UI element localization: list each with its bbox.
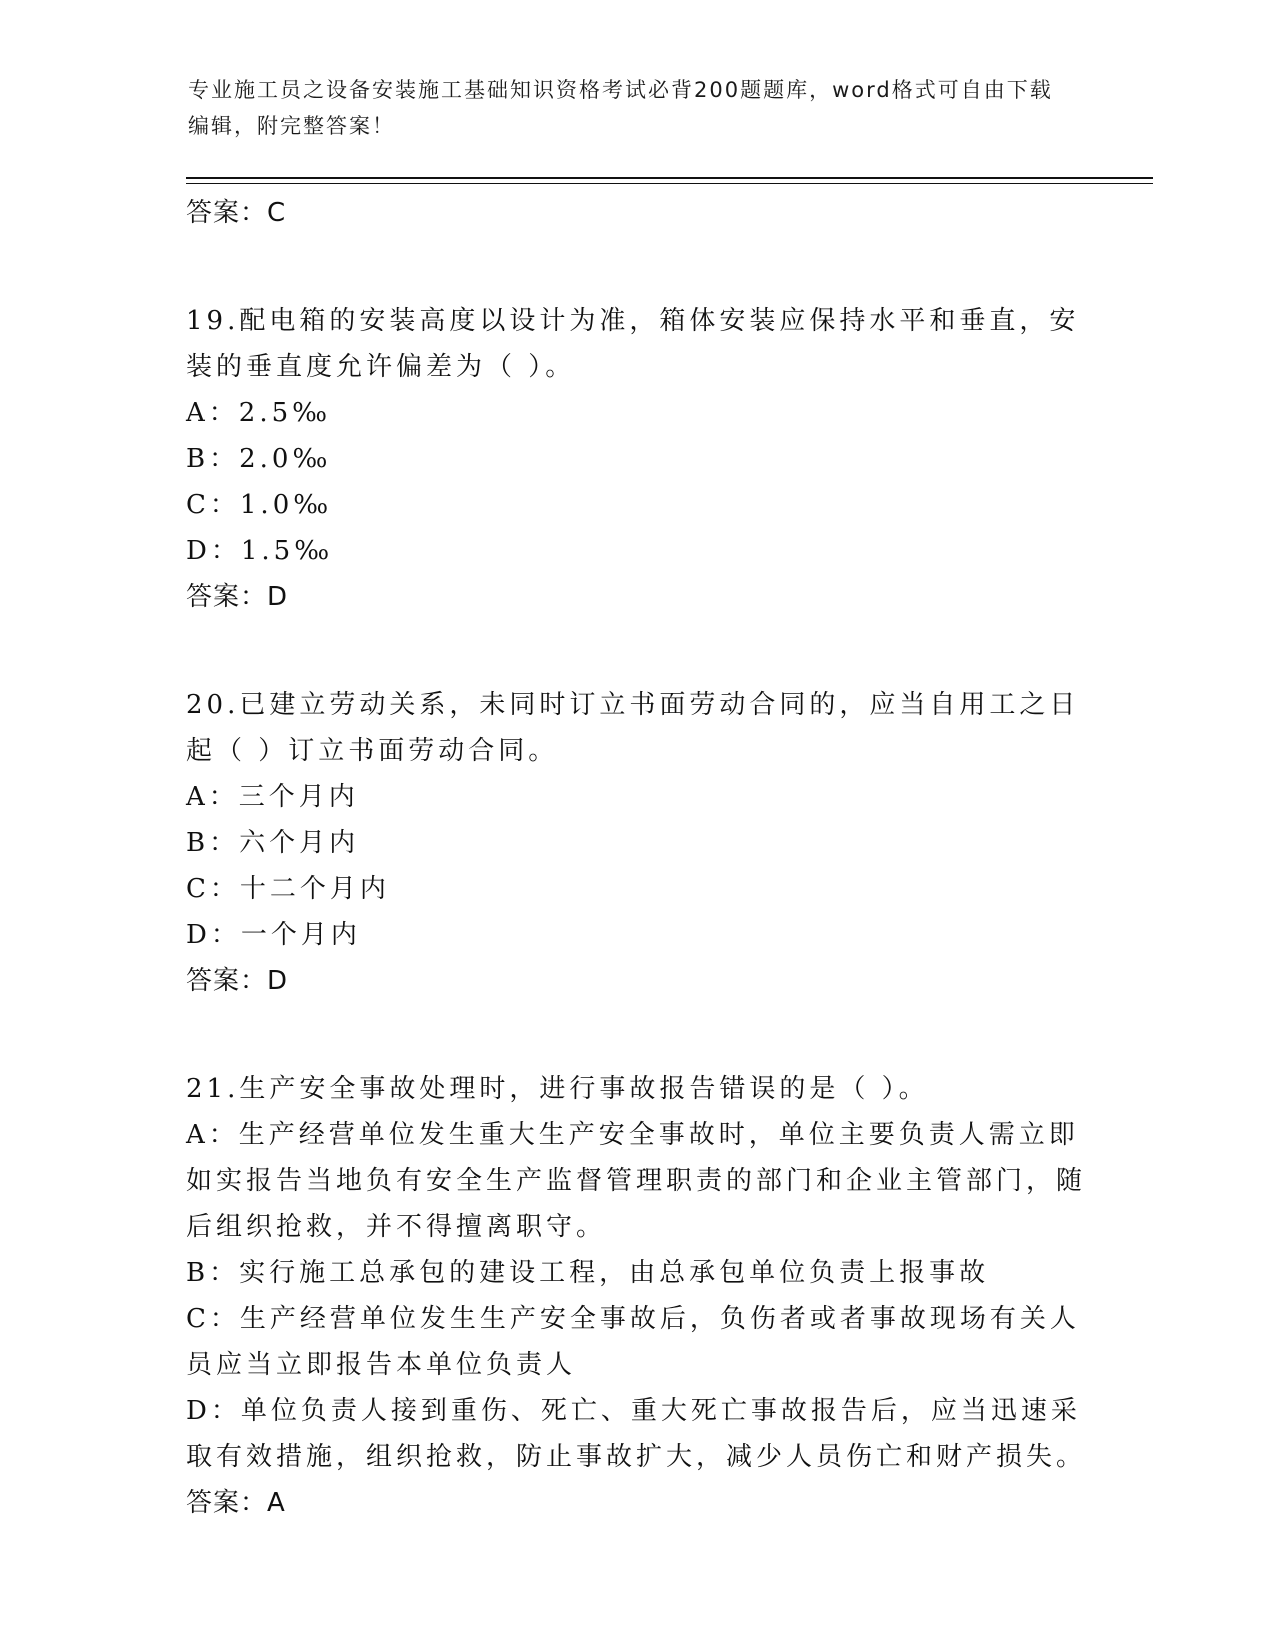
answer-line: 答案：D (186, 966, 289, 996)
question-stem: 21.生产安全事故处理时，进行事故报告错误的是（ ）。 (186, 1074, 929, 1104)
answer-line: 答案：D (186, 582, 289, 612)
question-20 (186, 682, 1086, 1004)
header-rule-thin (186, 183, 1153, 184)
answer-line: 答案：A (186, 1488, 286, 1518)
option-a: A：三个月内 (186, 782, 359, 812)
document-body (186, 190, 1086, 1526)
header-rule-thick (186, 177, 1153, 179)
option-d: D：1.5‰ (186, 536, 334, 566)
answer-line-18: 答案：C (186, 198, 287, 228)
option-b: B：实行施工总承包的建设工程，由总承包单位负责上报事故 (186, 1258, 990, 1288)
option-d: D：一个月内 (186, 920, 361, 950)
document-header: 专业施工员之设备安装施工基础知识资格考试必背200题题库，word格式可自由下载编辑，附完整答案！ (188, 78, 1053, 138)
option-a: A：生产经营单位发生重大生产安全事故时，单位主要负责人需立即如实报告当地负有安全生产监督管理职责的部门和企业主管部门，随后组织抢救，并不得擅离职守。 (186, 1120, 1087, 1242)
question-21 (186, 1066, 1086, 1526)
option-b: B：2.0‰ (186, 444, 332, 474)
option-c: C：生产经营单位发生生产安全事故后，负伤者或者事故现场有关人员应当立即报告本单位负责人 (186, 1304, 1080, 1380)
option-c: C：十二个月内 (186, 874, 390, 904)
option-c: C：1.0‰ (186, 490, 333, 520)
question-stem: 20.已建立劳动关系，未同时订立书面劳动合同的，应当自用工之日起（ ）订立书面劳动合同。 (186, 690, 1080, 766)
question-19 (186, 298, 1086, 620)
option-a: A：2.5‰ (186, 398, 332, 428)
question-stem: 19.配电箱的安装高度以设计为准，箱体安装应保持水平和垂直，安装的垂直度允许偏差为（ ）。 (186, 306, 1080, 382)
option-d: D：单位负责人接到重伤、死亡、重大死亡事故报告后，应当迅速采取有效措施，组织抢救，防止事故扩大，减少人员伤亡和财产损失。 (186, 1396, 1087, 1472)
option-b: B：六个月内 (186, 828, 360, 858)
